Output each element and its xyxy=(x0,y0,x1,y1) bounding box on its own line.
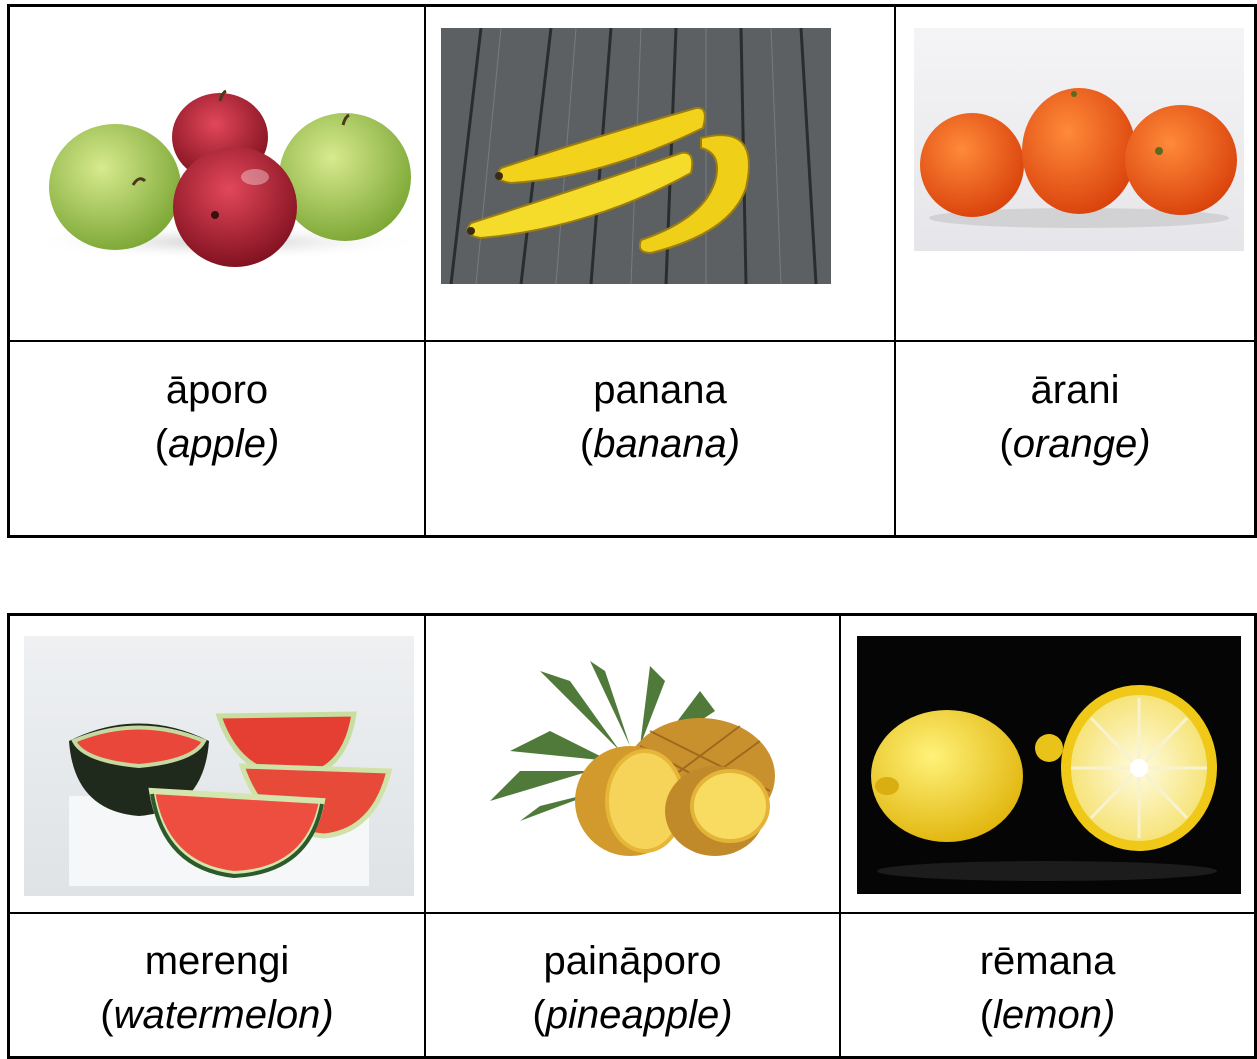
fruit-table-2 xyxy=(7,613,1257,1059)
row-divider xyxy=(10,912,1254,914)
maori-word: merengi xyxy=(144,939,290,983)
maori-word: ārani xyxy=(1030,368,1120,412)
word-label-apple xyxy=(10,363,424,471)
watermelon-photo xyxy=(24,636,414,896)
english-translation: (orange) xyxy=(999,422,1151,466)
word-label-banana xyxy=(426,363,894,471)
maori-word: paināporo xyxy=(543,939,722,983)
lemons-photo xyxy=(857,636,1241,894)
apples-photo xyxy=(25,27,415,267)
english-translation: (pineapple) xyxy=(532,993,733,1037)
maori-word: āporo xyxy=(165,368,269,412)
fruit-table-1 xyxy=(7,4,1257,538)
english-translation: (watermelon) xyxy=(100,993,334,1037)
pineapple-photo xyxy=(480,651,780,866)
word-label-pineapple xyxy=(426,934,839,1042)
row-divider xyxy=(10,340,1254,342)
maori-word: panana xyxy=(593,368,727,412)
english-translation: (lemon) xyxy=(979,993,1116,1037)
word-label-watermelon xyxy=(10,934,424,1042)
english-translation: (apple) xyxy=(154,422,280,466)
word-label-lemon xyxy=(841,934,1254,1042)
bananas-photo xyxy=(441,28,831,284)
word-label-orange xyxy=(896,363,1254,471)
oranges-photo xyxy=(914,28,1244,251)
english-translation: (banana) xyxy=(579,422,741,466)
maori-word: rēmana xyxy=(979,939,1116,983)
